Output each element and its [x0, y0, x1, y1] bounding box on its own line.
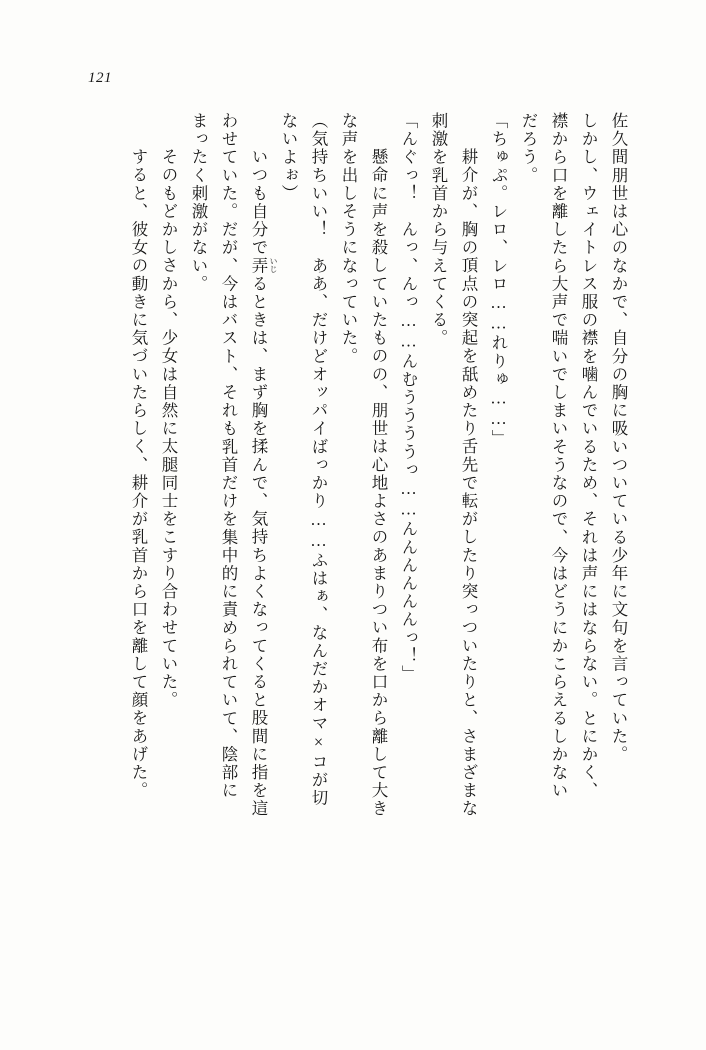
ruby-base: 弄 いじ	[249, 256, 278, 275]
text-line: 刺激を乳首から与えてくる。	[429, 112, 448, 348]
text-line: だろう。	[519, 112, 538, 185]
text-line: いつも自分で弄 いじ るときは、まず胸を揉んで、気持ちよくなってくると股間に指を這	[249, 130, 278, 818]
ruby-reading: いじ	[269, 256, 278, 273]
body-text-block	[68, 112, 626, 942]
text-line: しかし、ウェイトレス服の襟を噛んでいるため、それは声にはならない。とにかく、	[579, 112, 598, 800]
text-line: 「んぐっ！ んっ、んっ……んむううううっ……んんんんんんっ！」	[399, 112, 418, 684]
text-line: 懸命に声を殺していたものの、朋世は心地よさのあまりつい布を口から離して大き	[369, 130, 388, 818]
text-line: まったく刺激がない。	[189, 112, 208, 293]
text-line: 耕介が、胸の頂点の突起を舐めたり舌先で転がしたり突っついたりと、さまざまな	[459, 130, 478, 818]
text-line: すると、彼女の動きに気づいたらしく、耕介が乳首から口を離して顔をあげた。	[129, 130, 148, 800]
text-line: な声を出しそうになっていた。	[339, 112, 358, 366]
text-line: 佐久間朋世は心のなかで、自分の胸に吸いついている少年に文句を言っていた。	[609, 112, 628, 764]
text-line: ないよぉ）	[279, 112, 298, 203]
text-line: 「ちゅぷ。レロ、レロ……れりゅ……」	[489, 112, 508, 448]
text-line: （気持ちいい！ ああ、だけどオッパイばっかり……ふはぁ、なんだかオマ×コが切	[309, 112, 328, 808]
text-line: わせていた。だが、今はバスト、それも乳首だけを集中的に責められていて、陰部に	[219, 112, 238, 800]
page-number: 121	[88, 70, 112, 86]
text-line: 襟から口を離したら大声で喘いでしまいそうなので、今はどうにかこらえるしかない	[549, 112, 568, 800]
text-line: そのもどかしさから、少女は自然に太腿同士をこすり合わせていた。	[159, 130, 178, 710]
